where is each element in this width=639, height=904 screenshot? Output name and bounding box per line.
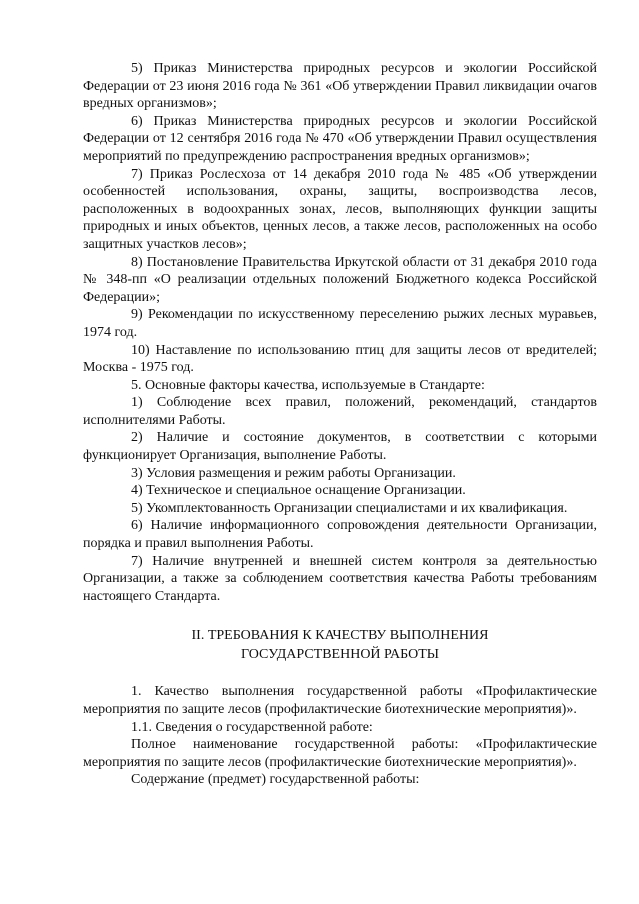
list-item-regulation-6: 6) Приказ Министерства природных ресурсов и экологии Российской Федерации от 12 сентября 2016 года № 470 «Об утверждении Правил осуществления мероприятий по предупреждению распространения вредных организмов»; [83, 113, 597, 164]
quality-factor-3: 3) Условия размещения и режим работы Организации. [131, 465, 456, 481]
quality-factor-2: 2) Наличие и состояние документов, в соответствии с которыми функционирует Организация, выполнение Работы. [83, 430, 597, 464]
section-heading [83, 626, 597, 664]
page-content [83, 60, 597, 789]
section-heading-line-1: II. ТРЕБОВАНИЯ К КАЧЕСТВУ ВЫПОЛНЕНИЯ [191, 628, 489, 644]
section-heading-line-2: ГОСУДАРСТВЕННОЙ РАБОТЫ [241, 647, 439, 663]
quality-factor-6: 6) Наличие информационного сопровождения деятельности Организации, порядка и правил выполнения Работы. [83, 518, 597, 552]
work-quality-paragraph: 1. Качество выполнения государственной работы «Профилактические мероприятия по защите лесов (профилактические биотехнические мероприятия)». [83, 684, 597, 717]
work-full-name: Полное наименование государственной работы: «Профилактические мероприятия по защите лесов (профилактические биотехнические мероприятия)». [83, 737, 597, 770]
list-item-regulation-9: 9) Рекомендации по искусственному переселению рыжих лесных муравьев, 1974 год. [83, 307, 597, 340]
quality-factor-1: 1) Соблюдение всех правил, положений, рекомендаций, стандартов исполнителями Работы. [83, 395, 597, 428]
list-item-regulation-7: 7) Приказ Рослесхоза от 14 декабря 2010 года № 485 «Об утверждении особенностей использования, охраны, защиты, воспроизводства лесов, расположенных в водоохранных зонах, лесов, выполняющих функции защиты природных и иных объектов, ценных лесов, а также лесов, расположенных на особо защитных участков лесов»; [83, 166, 597, 252]
list-item-regulation-8: 8) Постановление Правительства Иркутской области от 31 декабря 2010 года № 348-пп «О реализации отдельных положений Бюджетного кодекса Российской Федерации»; [83, 254, 597, 305]
quality-factors-intro: 5. Основные факторы качества, используемые в Стандарте: [131, 377, 485, 393]
work-info-heading: 1.1. Сведения о государственной работе: [131, 719, 373, 735]
quality-factor-7: 7) Наличие внутренней и внешней систем контроля за деятельностью Организации, а также за соблюдением соответствия качества Работы требованиям настоящего Стандарта. [83, 553, 597, 604]
quality-factor-4: 4) Техническое и специальное оснащение Организации. [131, 483, 466, 499]
work-content-subject: Содержание (предмет) государственной работы: [131, 772, 420, 788]
list-item-regulation-5: 5) Приказ Министерства природных ресурсов и экологии Российской Федерации от 23 июня 2016 года № 361 «Об утверждении Правил ликвидации очагов вредных организмов»; [83, 61, 597, 112]
list-item-regulation-10: 10) Наставление по использованию птиц для защиты лесов от вредителей; Москва - 1975 год. [83, 342, 597, 376]
quality-factor-5: 5) Укомплектованность Организации специалистами и их квалификация. [131, 500, 568, 516]
